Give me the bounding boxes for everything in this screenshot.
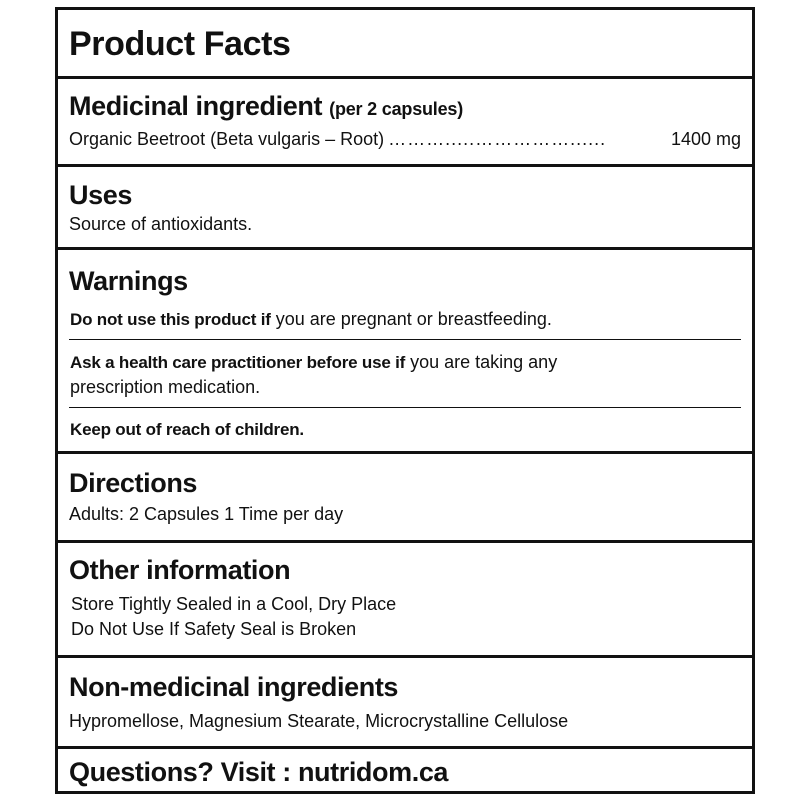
other-info-heading: Other information bbox=[69, 555, 291, 585]
non-medicinal-text: Hypromellose, Magnesium Stearate, Microcrystalline Cellulose bbox=[69, 711, 569, 731]
ingredient-name: Organic Beetroot (Beta vulgaris – Root) bbox=[69, 129, 385, 149]
other-info-line1: Store Tightly Sealed in a Cool, Dry Place bbox=[71, 594, 397, 614]
warning-practitioner-bold: Ask a health care practitioner before use if bbox=[70, 353, 406, 372]
other-info-line2: Do Not Use If Safety Seal is Broken bbox=[71, 619, 357, 639]
medicinal-section bbox=[58, 79, 752, 167]
dot-leader: ……….....……………...... bbox=[388, 129, 607, 149]
warning-children bbox=[70, 417, 741, 442]
directions-section bbox=[58, 454, 752, 543]
ingredient-row bbox=[69, 127, 741, 152]
warnings-heading: Warnings bbox=[69, 266, 188, 296]
directions-heading: Directions bbox=[69, 468, 198, 498]
non-medicinal-heading: Non-medicinal ingredients bbox=[69, 672, 399, 702]
warning-practitioner-line2: prescription medication. bbox=[70, 377, 261, 397]
title-section bbox=[58, 10, 752, 79]
warning-children-bold: Keep out of reach of children. bbox=[70, 420, 304, 439]
ingredient-amount: 1400 mg bbox=[670, 129, 741, 149]
warning-divider-2 bbox=[69, 407, 741, 408]
directions-text: Adults: 2 Capsules 1 Time per day bbox=[69, 504, 344, 524]
warning-practitioner bbox=[70, 350, 741, 400]
other-info-section bbox=[58, 543, 752, 658]
warning-divider-1 bbox=[69, 339, 741, 340]
medicinal-heading-label: Medicinal ingredient bbox=[69, 91, 323, 121]
uses-section bbox=[58, 167, 752, 250]
questions-section bbox=[58, 749, 752, 791]
medicinal-heading bbox=[69, 93, 741, 120]
warnings-section bbox=[58, 250, 752, 454]
questions-text: Questions? Visit : nutridom.ca bbox=[69, 757, 449, 787]
warning-practitioner-rest: you are taking any bbox=[405, 352, 558, 372]
uses-text: Source of antioxidants. bbox=[69, 214, 253, 234]
uses-heading: Uses bbox=[69, 180, 132, 210]
non-medicinal-section bbox=[58, 658, 752, 749]
medicinal-note: (per 2 capsules) bbox=[329, 99, 464, 119]
warning-pregnancy-bold: Do not use this product if bbox=[70, 310, 271, 329]
product-facts-panel bbox=[55, 7, 755, 794]
warning-pregnancy-rest: you are pregnant or breastfeeding. bbox=[270, 309, 552, 329]
warning-practitioner-line1 bbox=[70, 350, 741, 375]
page-title: Product Facts bbox=[69, 25, 291, 63]
warning-pregnancy bbox=[70, 307, 741, 332]
